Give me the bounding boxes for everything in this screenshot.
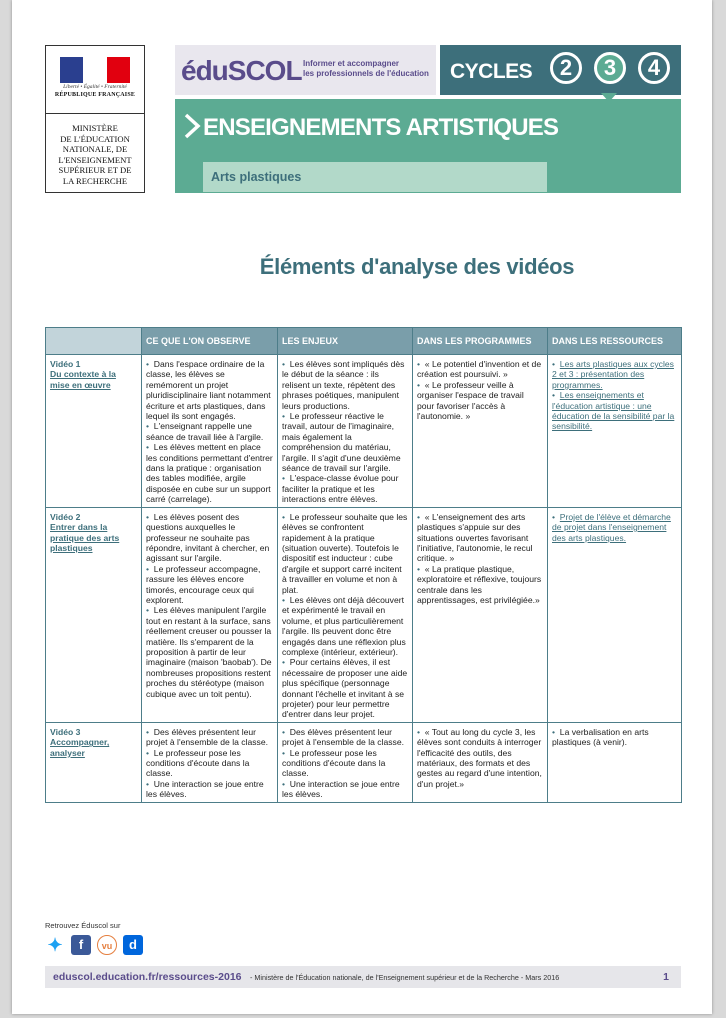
table-row [46, 507, 682, 722]
ministry-line: MINISTÈRE [72, 123, 118, 133]
programmes-cell [413, 355, 548, 508]
video-cell [46, 355, 142, 508]
facebook-icon[interactable]: f [71, 935, 91, 955]
list-item: • « La pratique plastique, exploratoire et réflexive, toujours centrale dans les apprentissages, est privilégiée.» [417, 564, 543, 606]
observe-cell [142, 355, 278, 508]
analysis-table [45, 327, 682, 803]
ressources-cell [548, 355, 682, 508]
list-item: • Une interaction se joue entre les élèves. [282, 779, 408, 800]
resource-link[interactable]: Les arts plastiques aux cycles 2 et 3 : présentation des programmes. [552, 359, 674, 390]
ministry-line: NATIONALE, DE [62, 144, 128, 154]
tagline-line: les professionnels de l'éducation [303, 69, 429, 78]
eduscol-banner [175, 45, 436, 95]
footer-bar [45, 966, 681, 988]
republic-name: RÉPUBLIQUE FRANÇAISE [54, 92, 136, 98]
eduscol-logo: éduSCOL [181, 55, 302, 86]
video-link[interactable]: Accompagner, analyser [50, 737, 110, 758]
ressources-cell [548, 722, 682, 802]
footer-url[interactable]: eduscol.education.fr/ressources-2016 [53, 971, 242, 983]
list-item: • Des élèves présentent leur projet à l'ensemble de la classe. [282, 727, 408, 748]
resource-item [552, 359, 677, 390]
table-header-cell: CE QUE L'ON OBSERVE [142, 328, 278, 355]
twitter-icon[interactable]: ✦ [45, 935, 65, 955]
french-flag-icon [60, 57, 130, 83]
enjeux-cell [278, 355, 413, 508]
subject-banner [175, 99, 681, 193]
video-label: Vidéo 2 [50, 511, 81, 522]
viadeo-icon[interactable]: vu [97, 935, 117, 955]
list-item: • Les élèves manipulent l'argile tout en restant à la surface, sans réellement creuser ou pousser la matière. Ils s'emparent de la proposition à partir de leur imaginaire (maison 'baobab'). De nombreuses propositions restent proches du stéréotype (maison cubique avec un toit pentu). [146, 605, 273, 699]
programmes-cell [413, 507, 548, 722]
list-item: • Les élèves ont déjà découvert et expérimenté le travail en volume, et plus particulièrement l'argile. Ils peuvent donc être engagés dans une réflexion plus complexe (intérieur, extérieur). [282, 595, 408, 657]
programmes-cell [413, 722, 548, 802]
ministry-line: L'ENSEIGNEMENT [58, 154, 132, 165]
social-links [45, 935, 143, 955]
list-item: • « Tout au long du cycle 3, les élèves sont conduits à interroger l'efficacité des outils, des matériaux, des formats et des gestes au regard d'une intention, d'un projet.» [417, 727, 543, 789]
table-header-cell: DANS LES RESSOURCES [548, 328, 682, 355]
page-number: 1 [663, 971, 669, 983]
republic-motto: Liberté • Égalité • Fraternité [63, 84, 127, 90]
tagline-line: Informer et accompagner [303, 59, 400, 68]
video-link[interactable]: Entrer dans la pratique des arts plastiques [50, 522, 120, 553]
table-row [46, 355, 682, 508]
enjeux-cell [278, 722, 413, 802]
table-header-row [46, 328, 682, 355]
list-item: • Dans l'espace ordinaire de la classe, les élèves se remémorent un projet pluridisciplinaire liant notamment écriture et arts plastiques, dans lequel ils sont engagés. [146, 359, 273, 421]
subsubject-label: Arts plastiques [211, 170, 302, 184]
list-item: • « L'enseignement des arts plastiques s'appuie sur des situations ouvertes favorisant l'initiative, l'autonomie, le recul critique. » [417, 512, 543, 564]
list-item: • Les élèves sont impliqués dès le début de la séance : ils relisent un texte, répètent des phrases poétiques, manipulent leurs productions. [282, 359, 408, 411]
video-label: Vidéo 3 [50, 726, 81, 737]
video-label: Vidéo 1 [50, 359, 81, 369]
cycle-4-badge: 4 [638, 52, 670, 84]
list-item: • Les élèves posent des questions auxquelles le professeur ne souhaite pas répondre, invitant à chercher, en agissant sur l'argile. [146, 512, 273, 564]
list-item: • Le professeur accompagne, rassure les élèves encore timorés, encourage ceux qui explorent. [146, 564, 273, 606]
observe-cell [142, 507, 278, 722]
logo-divider [46, 113, 144, 114]
ministry-line: SUPÉRIEUR ET DE [58, 165, 132, 175]
ministry-line: DE L'ÉDUCATION [60, 133, 130, 144]
video-link[interactable]: Du contexte à la mise en œuvre [50, 369, 116, 390]
table-header-cell: DANS LES PROGRAMMES [413, 328, 548, 355]
list-item: • Les élèves mettent en place les conditions permettant d'entrer dans la pratique : organisation des tables modifiée, argile disposée en cube sur un support carré (carrelage). [146, 442, 273, 504]
republique-francaise-logo [45, 45, 145, 193]
table-header-cell [46, 328, 142, 355]
resource-link[interactable]: Projet de l'élève et démarche de projet dans l'enseignement des arts plastiques. [552, 511, 671, 543]
ministry-line: LA RECHERCHE [62, 175, 128, 186]
cycle-2-badge: 2 [550, 52, 582, 84]
subsubject-tab [203, 162, 547, 192]
resource-item [552, 390, 677, 432]
cycles-bar [440, 45, 681, 95]
table-row [46, 722, 682, 802]
cycle-3-badge: 3 [594, 52, 626, 84]
list-item: • Le professeur souhaite que les élèves se confrontent rapidement à la pratique (situation ouverte). Toutefois le dispositif est inducteur : cube d'argile et support carré incitent à travailler en volume et non à plat. [282, 512, 408, 595]
video-cell [46, 507, 142, 722]
chevron-right-icon [183, 113, 201, 139]
ressources-cell [548, 507, 682, 722]
table-header-cell: LES ENJEUX [278, 328, 413, 355]
enjeux-cell [278, 507, 413, 722]
list-item: • « Le professeur veille à organiser l'espace de travail pour favoriser l'accès à l'autonomie. » [417, 380, 543, 422]
page-title: Éléments d'analyse des vidéos [259, 254, 575, 279]
eduscol-tagline [303, 59, 429, 79]
dailymotion-icon[interactable]: d [123, 935, 143, 955]
resource-link[interactable]: Les enseignements et l'éducation artistique : une éducation de la sensibilité par la sensibilité. [552, 390, 675, 432]
list-item: • L'espace-classe évolue pour faciliter la pratique et les interactions entre élèves. [282, 473, 408, 504]
footer-text: - Ministère de l'Éducation nationale, de l'Enseignement supérieur et de la Recherche - Mars 2016 [250, 973, 560, 982]
list-item: • L'enseignant rappelle une séance de travail liée à l'argile. [146, 421, 273, 442]
list-item: • Des élèves présentent leur projet à l'ensemble de la classe. [146, 727, 273, 748]
list-item: • Une interaction se joue entre les élèves. [146, 779, 273, 800]
list-item: • Le professeur pose les conditions d'écoute dans la classe. [146, 748, 273, 779]
video-cell [46, 722, 142, 802]
list-item: • Le professeur réactive le travail, autour de l'imaginaire, mais également la compréhension du matériau, l'argile. Il s'agit d'une deuxième séance de travail sur l'argile. [282, 411, 408, 473]
resource-item [552, 512, 677, 543]
cycles-label: CYCLES [450, 60, 533, 83]
subject-title: ENSEIGNEMENTS ARTISTIQUES [203, 114, 559, 141]
document-page [12, 0, 712, 1014]
observe-cell [142, 722, 278, 802]
ministry-name [48, 123, 142, 186]
list-item: • Le professeur pose les conditions d'écoute dans la classe. [282, 748, 408, 779]
resource-item: • La verbalisation en arts plastiques (à venir). [552, 727, 677, 748]
list-item: • « Le potentiel d'invention et de création est poursuivi. » [417, 359, 543, 380]
list-item: • Pour certains élèves, il est nécessaire de proposer une aide plus spécifique (personnage donnant l'échelle et invitant à se projeter) pour leur permettre d'entrer dans leur projet. [282, 657, 408, 719]
social-caption: Retrouvez Éduscol sur [45, 921, 121, 930]
